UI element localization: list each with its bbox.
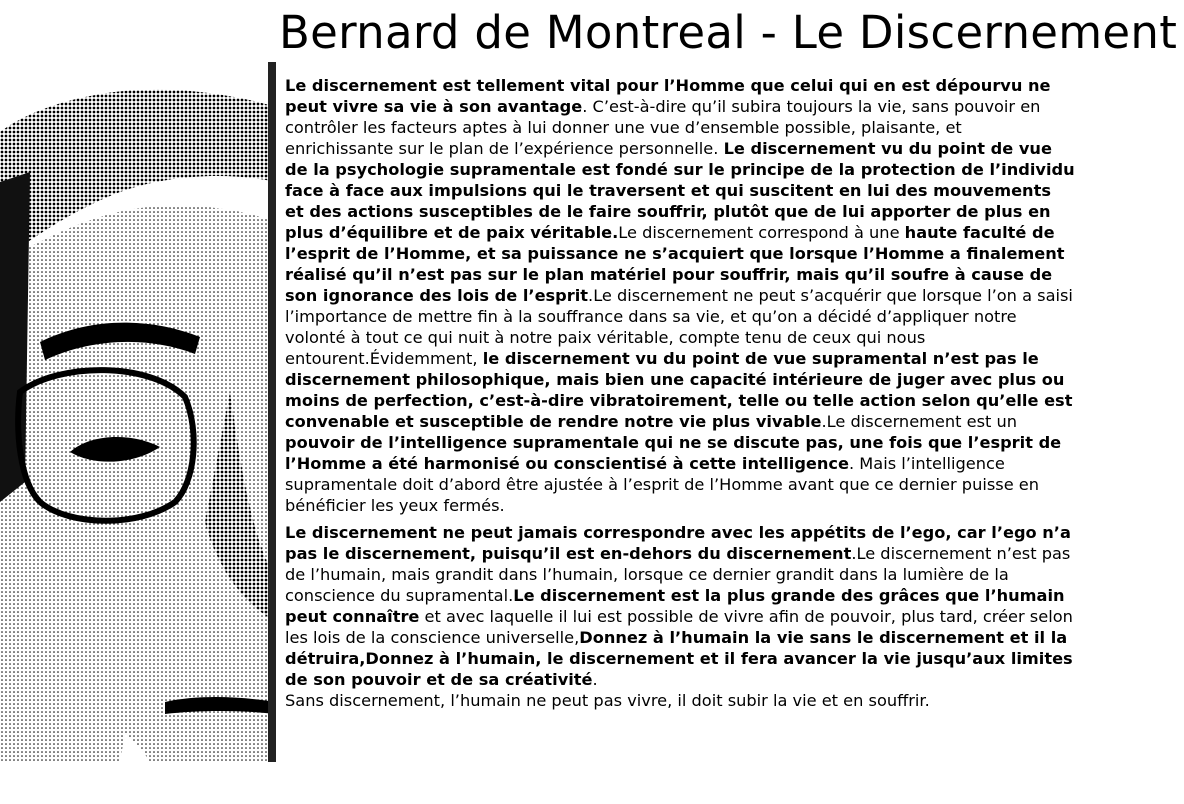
text-run: .Le discernement n’est pas de l’humain, mais grandit dans l’humain, lorsque ce dernier grandit dans la lumière de la conscience du supramental. <box>285 544 1071 605</box>
paragraph <box>285 522 1075 711</box>
bold-text-run: Le discernement vu du point de vue de la psychologie supramentale est fondé sur le principe de la protection de l’individu face à face aux impulsions qui le traversent et qui suscitent en lui des mouvements et des actions susceptibles de le faire souffrir, plutôt que de lui apporter de plus en plus d’équilibre et de paix véritable. <box>285 139 1075 242</box>
text-run: . <box>592 670 598 689</box>
bold-text-run: Donnez à l’humain la vie sans le discernement et il la détruira,Donnez à l’humain, le discernement et il fera avancer la vie jusqu’aux limites de son pouvoir et de sa créativité <box>285 628 1073 689</box>
text-run: et avec laquelle il lui est possible de vivre afin de pouvoir, plus tard, créer selon les lois de la conscience universelle, <box>285 607 1073 647</box>
article-body <box>285 75 1075 711</box>
text-run: .Le discernement est un <box>821 412 1018 431</box>
bold-text-run: pouvoir de l’intelligence supramentale qui ne se discute pas, une fois que l’esprit de l’Homme a été harmonisé ou conscientisé à cette intelligence <box>285 433 1062 473</box>
bold-text-run: Le discernement ne peut jamais correspondre avec les appétits de l’ego, car l’ego n’a pas le discernement, puisqu’il est en-dehors du discernement <box>285 523 1071 563</box>
text-run: . C’est-à-dire qu’il subira toujours la vie, sans pouvoir en contrôler les facteurs aptes à lui donner une vue d’ensemble possible, plaisante, et enrichissante sur le plan de l’expérience personnelle. <box>285 97 1041 158</box>
text-run: . Mais l’intelligence supramentale doit d’abord être ajustée à l’esprit de l’Homme avant que ce dernier puisse en bénéficier les yeux fermés. <box>285 454 1040 515</box>
bold-text-run: le discernement vu du point de vue supramental n’est pas le discernement philosophique, mais bien une capacité intérieure de juger avec plus ou moins de perfection, c’est-à-dire vibratoirement, telle ou telle action selon qu’elle est convenable et susceptible de rendre notre vie plus vivable <box>285 349 1073 431</box>
bold-text-run: haute faculté de l’esprit de l’Homme, et sa puissance ne s’acquiert que lorsque l’Homme a finalement réalisé qu’il n’est pas sur le plan matériel pour souffrir, mais qu’il soufre à cause de son ignorance des lois de l’esprit <box>285 223 1065 305</box>
bold-text-run: Le discernement est la plus grande des grâces que l’humain peut connaître <box>285 586 1065 626</box>
portrait-photo-icon <box>0 62 276 762</box>
page-title: Bernard de Montreal - Le Discernement <box>279 6 1178 59</box>
text-run: Sans discernement, l’humain ne peut pas vivre, il doit subir la vie et en souffrir. <box>285 691 930 710</box>
text-run: .Le discernement ne peut s’acquérir que lorsque l’on a saisi l’importance de mettre fin à la souffrance dans sa vie, et qu’on a décidé d’appliquer notre volonté à tout ce qui nuit à notre paix véritable, compte tenu de ceux qui nous entourent.Évidemment, <box>285 286 1073 368</box>
paragraph <box>285 75 1075 516</box>
text-run: Le discernement correspond à une <box>618 223 905 242</box>
bold-text-run: Le discernement est tellement vital pour l’Homme que celui qui en est dépourvu ne peut vivre sa vie à son avantage <box>285 76 1051 116</box>
